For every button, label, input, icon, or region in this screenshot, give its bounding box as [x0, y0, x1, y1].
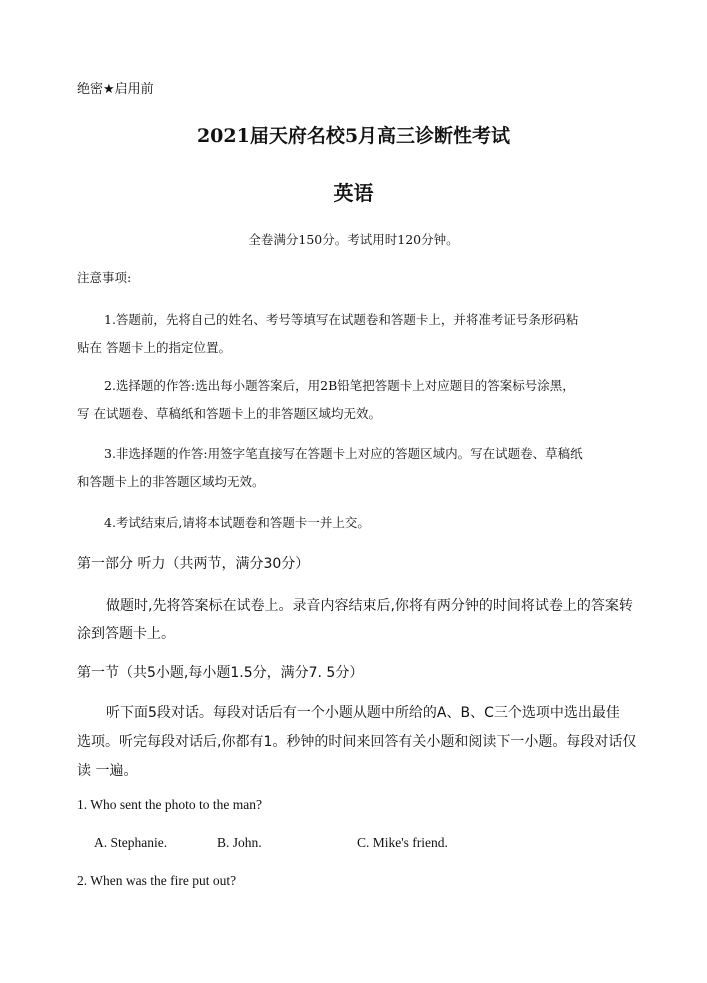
notice-item-2-line2: 写 在试题卷、草稿纸和答题卡上的非答题区域均无效。	[77, 406, 381, 421]
notice-item-3-line1: 3.非选择题的作答:用签字笔直接写在答题卡上对应的答题区域内。写在试题卷、草稿纸	[104, 446, 583, 461]
section1-heading: 第一节（共5小题,每小题1.5分，满分7. 5分）	[77, 665, 364, 681]
exam-title: 2021届天府名校5月高三诊断性考试	[196, 125, 511, 147]
notice-item-1-line1: 1.答题前，先将自己的姓名、考号等填写在试题卷和答题卡上，并将准考证号条形码粘	[104, 312, 579, 327]
section1-instruction-line1: 听下面5段对话。每段对话后有一个小题从题中所给的A、B、C三个选项中选出最佳	[106, 705, 620, 721]
notice-heading: 注意事项:	[77, 270, 132, 285]
subject-title: 英语	[333, 181, 374, 205]
section1-instruction-line2: 选项。听完每段对话后,你都有1。秒钟的时间来回答有关小题和阅读下一小题。每段对话仅	[77, 734, 637, 750]
part1-instruction-line2: 涂到答题卡上。	[77, 626, 175, 642]
part1-heading: 第一部分 听力（共两节，满分30分）	[77, 556, 310, 572]
notice-item-3-line2: 和答题卡上的非答题区域均无效。	[77, 474, 265, 489]
question-1-option-b: B. John.	[217, 835, 262, 850]
question-1-option-c: C. Mike's friend.	[357, 835, 448, 850]
notice-item-1-line2: 贴在 答题卡上的指定位置。	[77, 340, 231, 355]
notice-item-2-line1: 2.选择题的作答:选出每小题答案后，用2B铅笔把答题卡上对应题目的答案标号涂黑，	[104, 378, 575, 393]
confidential-label: 绝密★启用前	[77, 82, 154, 97]
question-1-text: 1. Who sent the photo to the man?	[77, 797, 262, 812]
question-1-option-a: A. Stephanie.	[94, 835, 168, 850]
question-2-text: 2. When was the fire put out?	[77, 873, 237, 888]
notice-item-4-line1: 4.考试结束后,请将本试题卷和答题卡一并上交。	[104, 515, 370, 530]
section1-instruction-line3: 读 一遍。	[77, 763, 138, 779]
exam-info: 全卷满分150分。考试用时120分钟。	[248, 232, 459, 247]
part1-instruction-line1: 做题时,先将答案标在试卷上。录音内容结束后,你将有两分钟的时间将试卷上的答案转	[106, 598, 633, 614]
